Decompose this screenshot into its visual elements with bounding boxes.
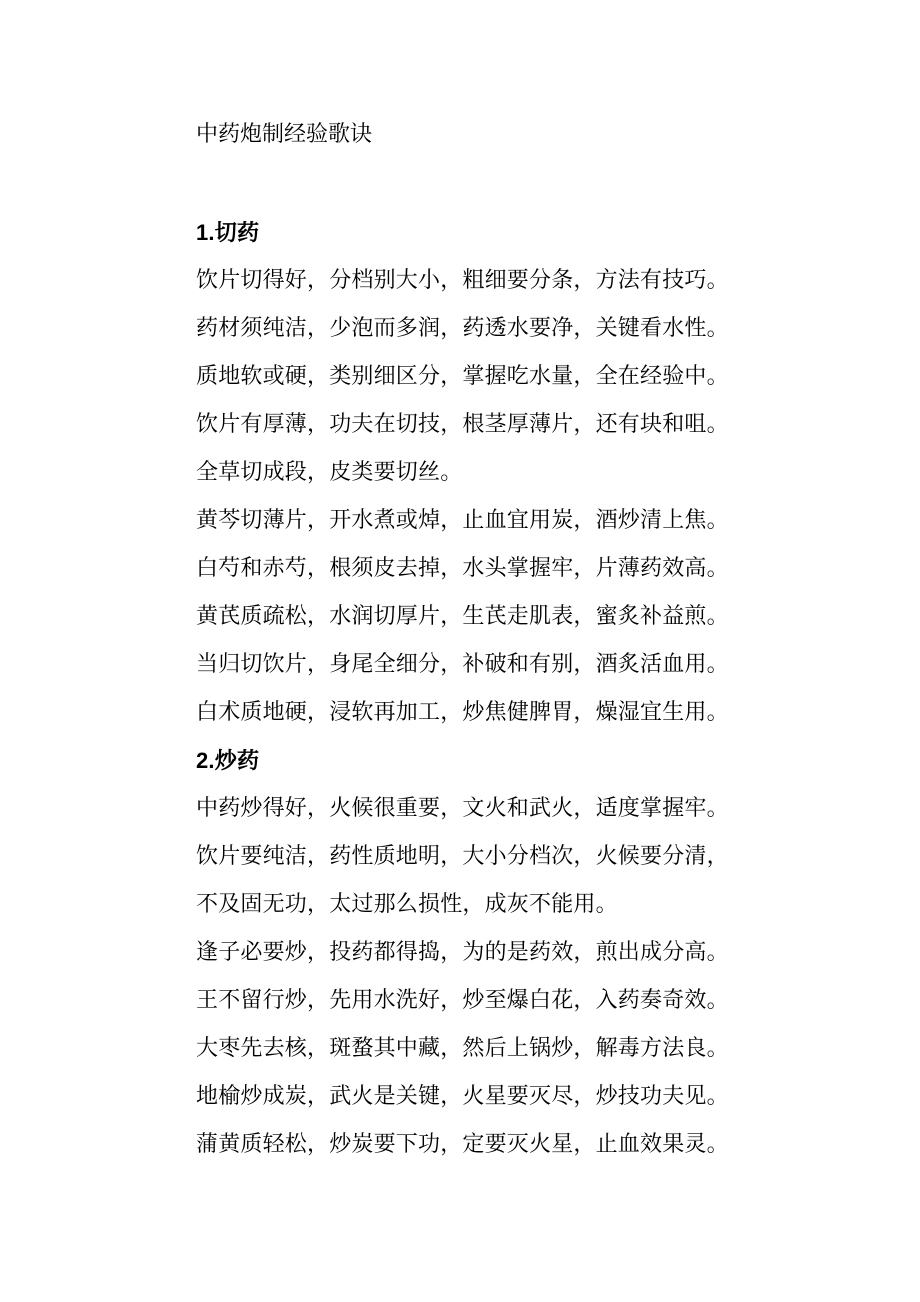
section-number: 2. <box>196 748 215 773</box>
verse-line: 黄芩切薄片，开水煮或焯，止血宜用炭，酒炒清上焦。 <box>196 508 729 533</box>
verse-line: 药材须纯洁，少泡而多润，药透水要净，关键看水性。 <box>196 316 729 341</box>
verse-line: 全草切成段，皮类要切丝。 <box>196 460 463 485</box>
verse-line: 白芍和赤芍，根须皮去掉，水头掌握牢，片薄药效高。 <box>196 556 729 581</box>
document-title: 中药炮制经验歌诀 <box>196 122 373 147</box>
verse-line: 王不留行炒，先用水洗好，炒至爆白花，入药奏奇效。 <box>196 988 729 1013</box>
verse-line: 地榆炒成炭，武火是关键，火星要灭尽，炒技功夫见。 <box>196 1084 729 1109</box>
section-number: 1. <box>196 220 215 245</box>
section-title: 炒药 <box>214 749 260 774</box>
verse-line: 蒲黄质轻松，炒炭要下功，定要灭火星，止血效果灵。 <box>196 1132 729 1157</box>
section-heading-cutting <box>196 216 726 264</box>
document-body <box>196 216 729 1176</box>
verse-line: 不及固无功，太过那么损性，成灰不能用。 <box>196 892 618 917</box>
verse-line: 饮片要纯洁，药性质地明，大小分档次，火候要分清， <box>196 844 729 869</box>
verse-line: 大枣先去核，斑蝥其中藏，然后上锅炒，解毒方法良。 <box>196 1036 729 1061</box>
verse-line: 质地软或硬，类别细区分，掌握吃水量，全在经验中。 <box>196 364 729 389</box>
verse-line: 中药炒得好，火候很重要，文火和武火，适度掌握牢。 <box>196 796 729 821</box>
verse-line: 白术质地硬，浸软再加工，炒焦健脾胃，燥湿宜生用。 <box>196 700 729 725</box>
verse-line: 逢子必要炒，投药都得捣，为的是药效，煎出成分高。 <box>196 940 729 965</box>
verse-line: 当归切饮片，身尾全细分，补破和有别，酒炙活血用。 <box>196 652 729 677</box>
verse-line: 黄芪质疏松，水润切厚片，生芪走肌表，蜜炙补益煎。 <box>196 604 729 629</box>
section-heading-frying <box>196 744 726 792</box>
verse-line: 饮片切得好，分档别大小，粗细要分条，方法有技巧。 <box>196 268 729 293</box>
verse-line: 饮片有厚薄，功夫在切技，根茎厚薄片，还有块和咀。 <box>196 412 729 437</box>
section-title: 切药 <box>214 221 260 246</box>
